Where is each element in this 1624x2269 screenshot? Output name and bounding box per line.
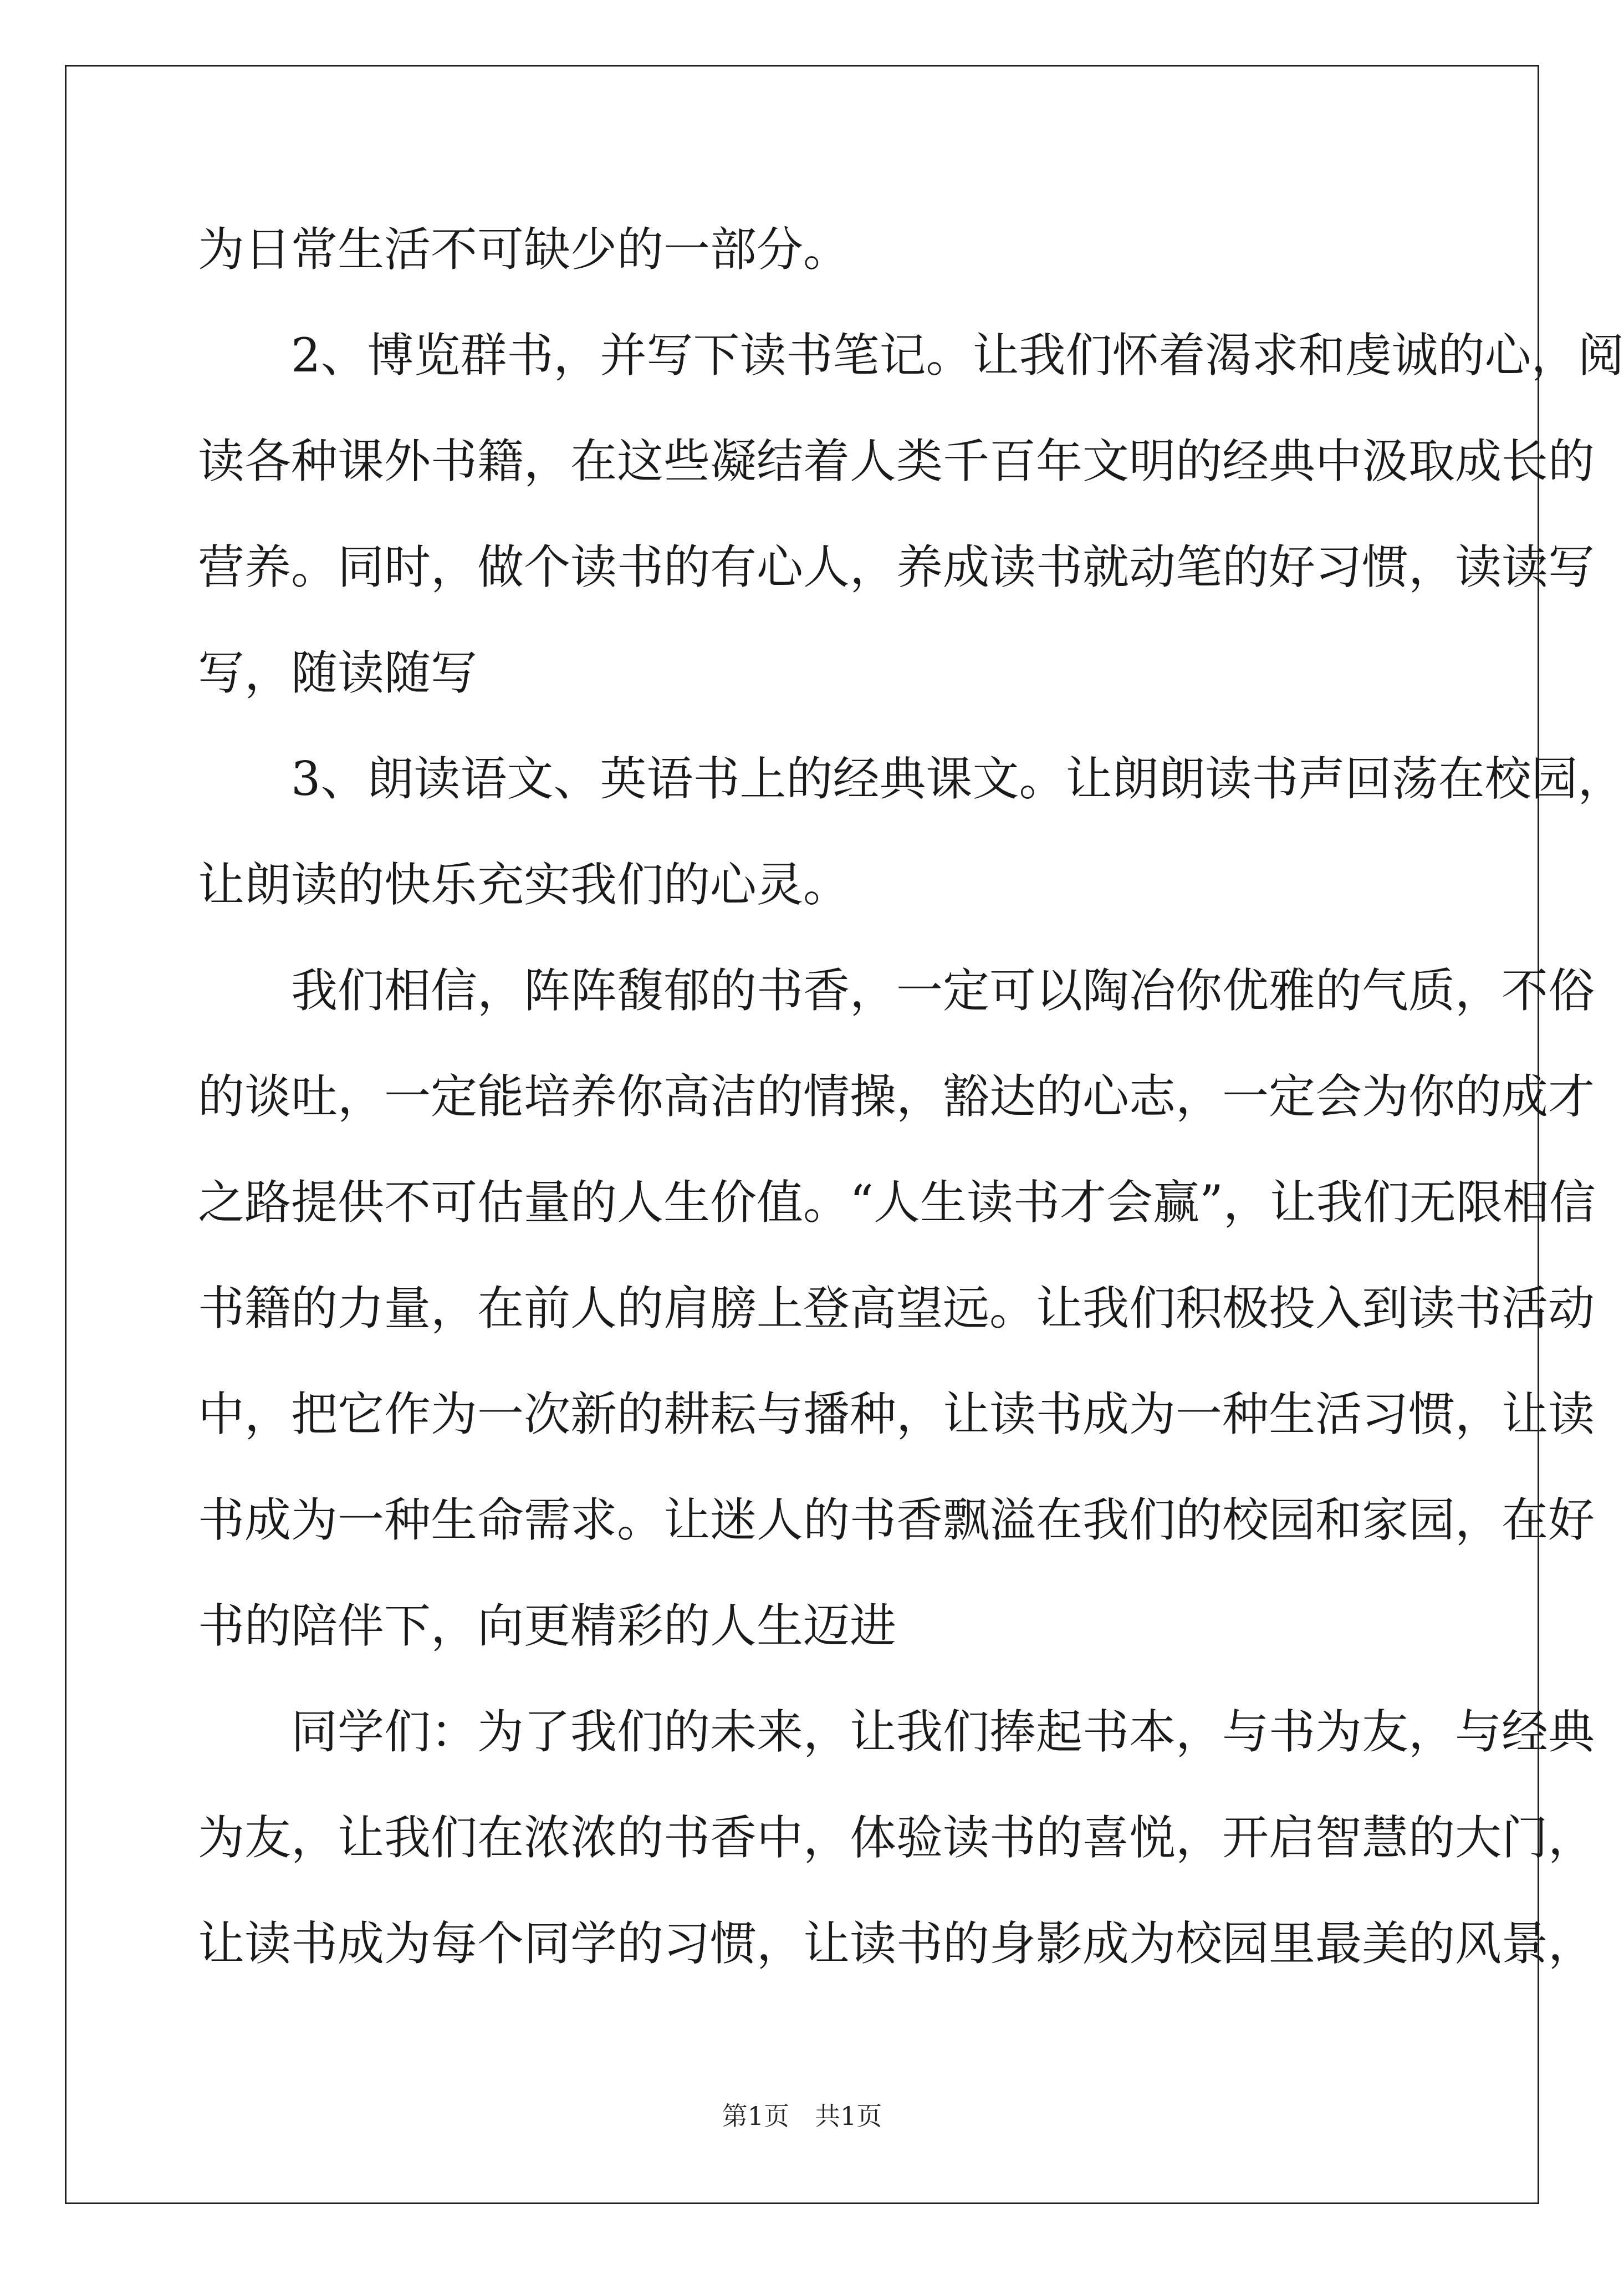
- text-line: 为友，让我们在浓浓的书香中，体验读书的喜悦，开启智慧的大门，: [198, 1811, 1595, 1865]
- text-line: 让读书成为每个同学的习惯，让读书的身影成为校园里最美的风景，: [198, 1916, 1595, 1971]
- text-line: 中，把它作为一次新的耕耘与播种，让读书成为一种生活习惯，让读: [198, 1387, 1595, 1441]
- text-line: 营养。同时，做个读书的有心人，养成读书就动笔的好习惯，读读写: [198, 540, 1595, 594]
- document-body: [198, 197, 1624, 1997]
- text-line: 书的陪伴下，向更精彩的人生迈进: [198, 1599, 897, 1653]
- text-line: 写，随读随写: [198, 646, 478, 700]
- text-line: 的谈吐，一定能培养你高洁的情操，豁达的心志，一定会为你的成才: [198, 1069, 1595, 1124]
- text-line: 读各种课外书籍，在这些凝结着人类千百年文明的经典中汲取成长的: [198, 434, 1595, 488]
- text-line: 2、博览群书，并写下读书笔记。让我们怀着渴求和虔诚的心，阅: [198, 328, 1624, 383]
- text-line: 书成为一种生命需求。让迷人的书香飘溢在我们的校园和家园，在好: [198, 1493, 1595, 1547]
- text-line: 书籍的力量，在前人的肩膀上登高望远。让我们积极投入到读书活动: [198, 1281, 1595, 1335]
- text-line: 让朗读的快乐充实我们的心灵。: [198, 858, 850, 912]
- page-number-footer: 第1页 共1页: [722, 2101, 882, 2131]
- text-line: 同学们：为了我们的未来，让我们捧起书本，与书为友，与经典: [198, 1705, 1595, 1759]
- text-line: 为日常生活不可缺少的一部分。: [198, 222, 850, 277]
- text-line: 之路提供不可估量的人生价值。“人生读书才会赢”，让我们无限相信: [198, 1175, 1596, 1230]
- text-line: 我们相信，阵阵馥郁的书香，一定可以陶冶你优雅的气质，不俗: [198, 963, 1595, 1018]
- text-line: 3、朗读语文、英语书上的经典课文。让朗朗读书声回荡在校园，: [198, 752, 1624, 806]
